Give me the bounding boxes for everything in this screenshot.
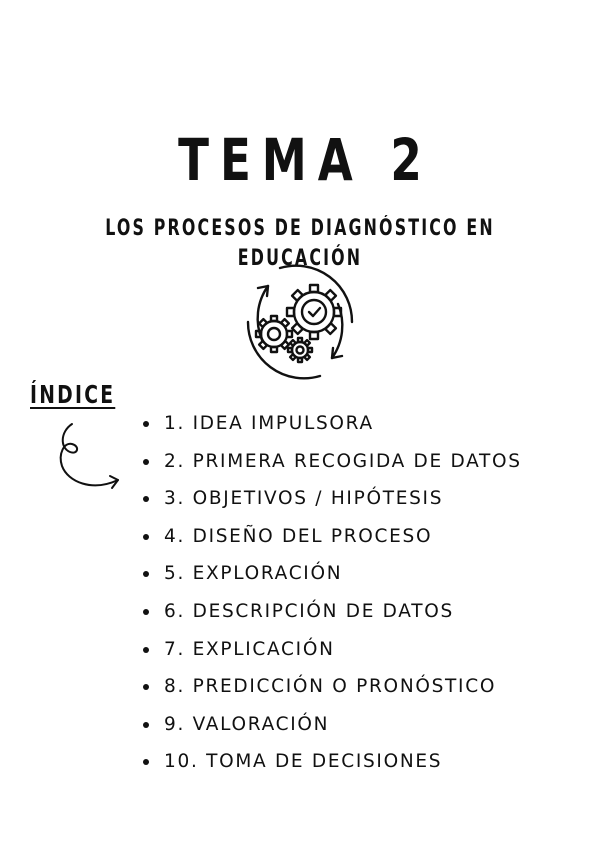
bullet-icon <box>143 684 149 690</box>
list-item-label: 1. IDEA IMPULSORA <box>164 413 374 434</box>
list-item <box>140 443 522 481</box>
page-title: TEMA 2 <box>178 126 433 194</box>
index-list <box>140 405 522 781</box>
list-item <box>140 743 522 781</box>
list-item <box>140 631 522 669</box>
bullet-icon <box>143 571 149 577</box>
list-item-label: 2. PRIMERA RECOGIDA DE DATOS <box>164 450 522 472</box>
bullet-icon <box>143 759 149 765</box>
bullet-icon <box>143 496 149 502</box>
list-item <box>140 518 522 556</box>
list-item-label: 9. VALORACIÓN <box>164 713 330 735</box>
list-item-label: 4. DISEÑO DEL PROCESO <box>164 525 433 547</box>
list-item-label: 8. PREDICCIÓN O PRONÓSTICO <box>164 676 497 698</box>
index-heading: ÍNDICE <box>30 380 116 409</box>
curly-arrow-icon <box>52 418 132 498</box>
list-item-label: 3. OBJETIVOS / HIPÓTESIS <box>164 488 444 510</box>
list-item-label: 6. DESCRIPCIÓN DE DATOS <box>164 600 454 622</box>
gears-with-check-cycle-icon <box>240 262 360 382</box>
list-item-label: 7. EXPLICACIÓN <box>164 638 335 660</box>
list-item-label: 5. EXPLORACIÓN <box>164 563 343 585</box>
list-item <box>140 668 522 706</box>
list-item <box>140 480 522 518</box>
list-item-label: 10. TOMA DE DECISIONES <box>164 751 443 773</box>
page-subtitle: LOS PROCESOS DE DIAGNÓSTICO EN EDUCACIÓN <box>105 216 495 271</box>
bullet-icon <box>143 534 149 540</box>
list-item <box>140 593 522 631</box>
list-item <box>140 555 522 593</box>
bullet-icon <box>143 722 149 728</box>
bullet-icon <box>143 609 149 615</box>
list-item <box>140 706 522 744</box>
bullet-icon <box>143 459 149 465</box>
bullet-icon <box>143 421 149 427</box>
list-item <box>140 405 522 443</box>
bullet-icon <box>143 647 149 653</box>
